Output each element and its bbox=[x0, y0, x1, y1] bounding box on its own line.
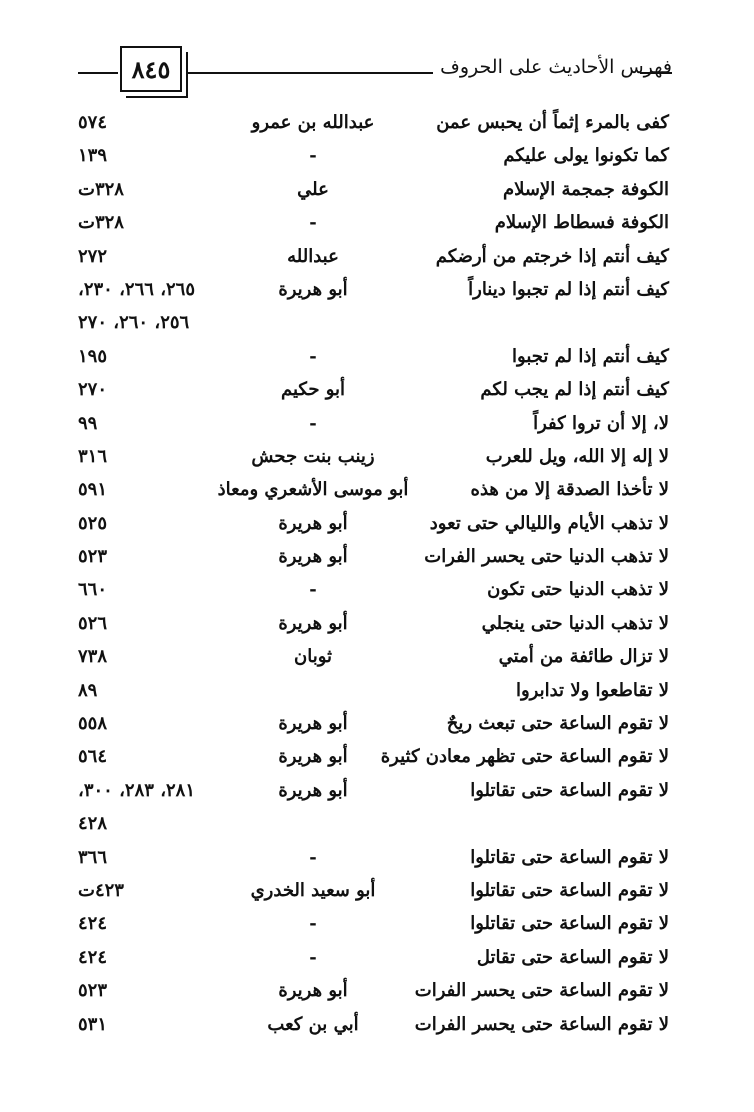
hadith-text: كيف أنتم إذا لم تجبوا ديناراً bbox=[468, 278, 669, 300]
narrator-name: أبو موسى الأشعري ومعاذ bbox=[217, 479, 409, 501]
hadith-text: لا تذهب الدنيا حتى يحسر الفرات bbox=[424, 546, 669, 568]
hadith-text: لا تقوم الساعة حتى تبعث ريحٌ bbox=[446, 713, 669, 735]
header-rule-left bbox=[78, 72, 118, 74]
narrator-name: أبو هريرة bbox=[278, 980, 348, 1002]
hadith-text: لا إله إلا الله، ويل للعرب bbox=[485, 445, 669, 467]
narrator-name: - bbox=[309, 412, 317, 434]
narrator-name: - bbox=[309, 212, 317, 234]
hadith-text: لا، إلا أن تروا كفراً bbox=[533, 412, 669, 434]
hadith-text: لا تذهب الأيام والليالي حتى تعود bbox=[429, 512, 669, 534]
index-entry-row bbox=[0, 375, 754, 408]
page-references: ٥٣١ bbox=[78, 1013, 108, 1035]
hadith-text: لا تقوم الساعة حتى تقاتل bbox=[476, 946, 669, 968]
hadith-text: لا تذهب الدنيا حتى تكون bbox=[487, 579, 669, 601]
index-entry-row bbox=[0, 108, 754, 141]
page-references: ٥٦٤ bbox=[78, 746, 108, 768]
index-entry-row bbox=[0, 709, 754, 742]
index-entry-row bbox=[0, 509, 754, 542]
index-entry-row bbox=[0, 342, 754, 375]
index-entry-row bbox=[0, 843, 754, 876]
page-references: ٢٥٦، ٢٦٠، ٢٧٠ bbox=[78, 312, 190, 334]
index-entry-row bbox=[0, 242, 754, 275]
index-entry-row bbox=[0, 575, 754, 608]
page-references: ٢٧٠ bbox=[78, 379, 108, 401]
hadith-text: لا تقوم الساعة حتى يحسر الفرات bbox=[414, 1013, 669, 1035]
page-references: ١٩٥ bbox=[78, 345, 108, 367]
page-references: ٤٢٤ bbox=[78, 913, 108, 935]
header-rule-middle bbox=[188, 72, 433, 74]
index-entry-row bbox=[0, 642, 754, 675]
index-entry-row bbox=[0, 308, 754, 341]
index-entry-row bbox=[0, 776, 754, 809]
page-number: ٨٤٥ bbox=[120, 46, 182, 92]
narrator-name: أبو هريرة bbox=[278, 278, 348, 300]
hadith-text: لا تقوم الساعة حتى تظهر معادن كثيرة bbox=[380, 746, 669, 768]
hadith-text: لا تأخذا الصدقة إلا من هذه bbox=[470, 479, 669, 501]
index-entry-row bbox=[0, 141, 754, 174]
page-references: ٣١٦ bbox=[78, 445, 108, 467]
page-references: ٢٦٥، ٢٦٦، ٢٣٠، bbox=[78, 278, 196, 300]
page-references: ٣٢٨ت bbox=[78, 178, 124, 200]
index-entry-row bbox=[0, 409, 754, 442]
narrator-name: ثوبان bbox=[293, 646, 333, 668]
narrator-name: أبو هريرة bbox=[278, 512, 348, 534]
page-references: ٥٢٦ bbox=[78, 612, 108, 634]
index-entry-row bbox=[0, 742, 754, 775]
narrator-name: أبو هريرة bbox=[278, 612, 348, 634]
hadith-text: لا تقوم الساعة حتى يحسر الفرات bbox=[414, 980, 669, 1002]
hadith-text: لا تقوم الساعة حتى تقاتلوا bbox=[470, 879, 669, 901]
page-references: ٥٧٤ bbox=[78, 112, 108, 133]
index-entry-row bbox=[0, 976, 754, 1009]
hadith-text: كفى بالمرء إثماً أن يحبس عمن bbox=[436, 112, 669, 133]
page-references: ٤٢٣ت bbox=[78, 879, 124, 901]
page-references: ٦٦٠ bbox=[78, 579, 108, 601]
narrator-name: عبدالله bbox=[287, 245, 339, 267]
narrator-name: أبو هريرة bbox=[278, 713, 348, 735]
hadith-text: لا تذهب الدنيا حتى ينجلي bbox=[481, 612, 669, 634]
index-entry-row bbox=[0, 208, 754, 241]
hadith-text: كيف أنتم إذا خرجتم من أرضكم bbox=[435, 245, 669, 267]
index-entry-row bbox=[0, 175, 754, 208]
narrator-name: أبي بن كعب bbox=[267, 1013, 359, 1035]
hadith-text: لا تزال طائفة من أمتي bbox=[498, 646, 669, 668]
hadith-index-list bbox=[0, 108, 754, 1043]
page-references: ١٣٩ bbox=[78, 145, 108, 167]
hadith-text: لا تقوم الساعة حتى تقاتلوا bbox=[470, 913, 669, 935]
index-entry-row bbox=[0, 676, 754, 709]
page-references: ٤٢٨ bbox=[78, 813, 108, 835]
page-references: ٧٣٨ bbox=[78, 646, 108, 668]
index-entry-row bbox=[0, 809, 754, 842]
narrator-name: أبو هريرة bbox=[278, 746, 348, 768]
page-references: ٣٦٦ bbox=[78, 846, 108, 868]
narrator-name: أبو هريرة bbox=[278, 779, 348, 801]
index-entry-row bbox=[0, 442, 754, 475]
narrator-name: - bbox=[309, 846, 317, 868]
page-references: ٥٢٥ bbox=[78, 512, 108, 534]
narrator-name: عبدالله بن عمرو bbox=[251, 112, 375, 133]
narrator-name: علي bbox=[297, 178, 329, 200]
page-references: ٨٩ bbox=[78, 679, 98, 701]
hadith-text: الكوفة فسطاط الإسلام bbox=[494, 212, 669, 234]
page-references: ٥٥٨ bbox=[78, 713, 108, 735]
narrator-name: زينب بنت جحش bbox=[251, 445, 375, 467]
index-entry-row bbox=[0, 1010, 754, 1043]
narrator-name: - bbox=[309, 913, 317, 935]
page-references: ٤٢٤ bbox=[78, 946, 108, 968]
narrator-name: - bbox=[309, 145, 317, 167]
hadith-text: كيف أنتم إذا لم تجبوا bbox=[512, 345, 669, 367]
page-header bbox=[0, 0, 754, 110]
index-entry-row bbox=[0, 943, 754, 976]
page-references: ٥٢٣ bbox=[78, 980, 108, 1002]
page-references: ٥٢٣ bbox=[78, 546, 108, 568]
narrator-name: أبو هريرة bbox=[278, 546, 348, 568]
narrator-name: - bbox=[309, 946, 317, 968]
narrator-name: - bbox=[309, 579, 317, 601]
hadith-text: لا تقاطعوا ولا تدابروا bbox=[515, 679, 669, 701]
hadith-text: الكوفة جمجمة الإسلام bbox=[503, 178, 669, 200]
hadith-text: لا تقوم الساعة حتى تقاتلوا bbox=[470, 779, 669, 801]
running-title: فهرس الأحاديث على الحروف bbox=[440, 56, 672, 78]
hadith-text: كما تكونوا يولى عليكم bbox=[503, 145, 669, 167]
hadith-text: لا تقوم الساعة حتى تقاتلوا bbox=[470, 846, 669, 868]
index-entry-row bbox=[0, 876, 754, 909]
hadith-text: كيف أنتم إذا لم يجب لكم bbox=[480, 379, 669, 401]
index-entry-row bbox=[0, 542, 754, 575]
page-references: ٣٢٨ت bbox=[78, 212, 124, 234]
page-references: ٩٩ bbox=[78, 412, 98, 434]
page-references: ٢٧٢ bbox=[78, 245, 108, 267]
narrator-name: أبو حكيم bbox=[280, 379, 346, 401]
page-references: ٢٨١، ٢٨٣، ٣٠٠، bbox=[78, 779, 196, 801]
index-entry-row bbox=[0, 275, 754, 308]
page-references: ٥٩١ bbox=[78, 479, 108, 501]
index-entry-row bbox=[0, 609, 754, 642]
index-entry-row bbox=[0, 475, 754, 508]
index-entry-row bbox=[0, 909, 754, 942]
narrator-name: - bbox=[309, 345, 317, 367]
narrator-name: أبو سعيد الخدري bbox=[250, 879, 376, 901]
